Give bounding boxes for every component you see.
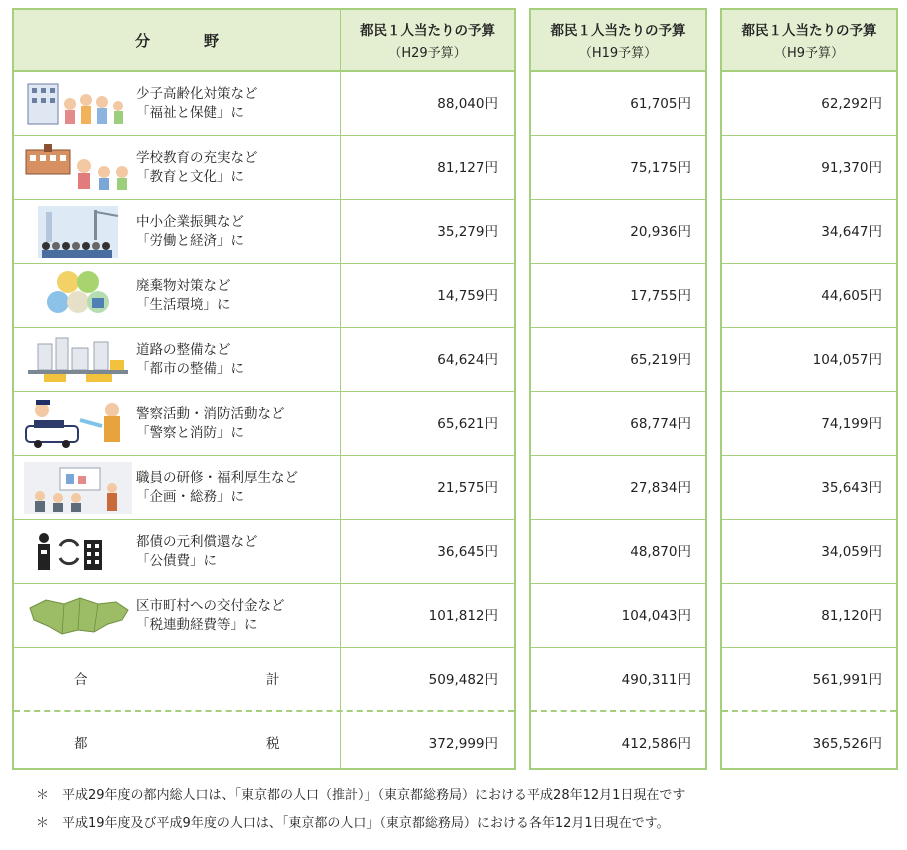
environment-icon [24,270,132,322]
category-label [136,277,231,315]
table-row [531,456,705,520]
footnote [36,810,685,838]
road-icon [24,334,132,386]
col-title: 都民１人当たりの予算 [360,23,495,39]
table-row [722,520,896,584]
category-line-1: 警察活動・消防活動など [136,406,285,422]
budget-value: 27,834円 [630,480,691,496]
col-subtitle: （H9予算） [773,46,845,61]
total-row [14,648,514,712]
total-row [531,648,705,712]
category-line-2: 「生活環境」に [136,297,231,313]
category-label [136,597,285,635]
budget-value: 62,292円 [821,96,882,112]
col-subtitle: （H29予算） [388,46,467,61]
col-title: 都民１人当たりの予算 [550,23,686,39]
industry-icon [24,206,132,258]
category-line-1: 中小企業振興など [136,214,244,230]
budget-value: 61,705円 [630,96,691,112]
budget-table-h9 [720,8,898,770]
budget-value: 48,870円 [630,544,691,560]
budget-value: 65,219円 [630,352,691,368]
total-label-a: 合 [74,672,88,688]
col-header-h19 [531,10,705,70]
table-row [14,328,514,392]
tax-row [722,712,896,776]
tax-label-b: 税 [266,736,280,752]
budget-value: 35,643円 [821,480,882,496]
budget-table-h19 [529,8,707,770]
footnote-text: 平成29年度の都内総人口は、「東京都の人口（推計）」（東京都総務局）における平成28年12月1日現在です [62,788,686,803]
budget-value: 64,624円 [437,352,498,368]
col-header-h9 [722,10,896,70]
category-line-1: 学校教育の充実など [136,150,258,166]
tax-row [14,712,514,776]
budget-value: 75,175円 [630,160,691,176]
category-line-2: 「福祉と保健」に [136,105,244,121]
table-row [14,264,514,328]
table-header [722,10,896,72]
budget-value: 104,043円 [621,608,691,624]
budget-value: 44,605円 [821,288,882,304]
category-line-2: 「公債費」に [136,553,217,569]
total-label-b: 計 [266,672,280,688]
table-row [14,520,514,584]
field-header-char-2: 野 [204,31,220,50]
table-row [14,72,514,136]
budget-value: 14,759円 [437,288,498,304]
table-row [14,392,514,456]
field-header [14,10,340,70]
budget-value: 17,755円 [630,288,691,304]
category-line-1: 廃棄物対策など [136,278,231,294]
budget-value: 88,040円 [437,96,498,112]
police-fire-icon [24,398,132,450]
budget-value: 101,812円 [428,608,498,624]
table-row [14,136,514,200]
table-row [722,136,896,200]
category-label [136,405,285,443]
category-label [136,469,298,507]
col-header-h29 [341,10,514,70]
category-line-2: 「労働と経済」に [136,233,244,249]
budget-value: 20,936円 [630,224,691,240]
table-row [722,584,896,648]
table-row [14,456,514,520]
col-subtitle: （H19予算） [578,46,658,61]
table-row [14,584,514,648]
tokyo-map-icon [24,590,132,642]
category-line-2: 「税連動経費等」に [136,617,258,633]
table-row [722,392,896,456]
school-icon [24,142,132,194]
category-line-1: 職員の研修・福利厚生など [136,470,298,486]
budget-table-h29 [12,8,516,770]
table-row [722,72,896,136]
footnotes [36,782,685,838]
field-header-char-1: 分 [134,31,150,50]
budget-value: 81,120円 [821,608,882,624]
budget-value: 561,991円 [812,672,882,688]
budget-value: 36,645円 [437,544,498,560]
table-row [531,584,705,648]
table-row [531,520,705,584]
table-header [531,10,705,72]
tax-row [531,712,705,776]
training-icon [24,462,132,514]
budget-value: 35,279円 [437,224,498,240]
table-row [722,200,896,264]
budget-value: 490,311円 [621,672,691,688]
category-line-1: 都債の元利償還など [136,534,258,550]
budget-value: 68,774円 [630,416,691,432]
category-line-2: 「都市の整備」に [136,361,244,377]
table-row [531,328,705,392]
budget-value: 74,199円 [821,416,882,432]
budget-value: 91,370円 [821,160,882,176]
footnote-text: 平成19年度及び平成9年度の人口は、「東京都の人口」（東京都総務局）における各年12月1日現在です。 [62,816,670,831]
category-line-2: 「企画・総務」に [136,489,244,505]
welfare-icon [24,78,132,130]
category-label [136,341,244,379]
table-row [531,136,705,200]
budget-value: 104,057円 [812,352,882,368]
budget-value: 34,059円 [821,544,882,560]
table-header [14,10,514,72]
table-row [14,200,514,264]
budget-value: 365,526円 [812,736,882,752]
category-label [136,149,258,187]
category-line-1: 道路の整備など [136,342,231,358]
budget-value: 412,586円 [621,736,691,752]
budget-value: 81,127円 [437,160,498,176]
table-row [531,264,705,328]
category-label [136,533,258,571]
table-row [722,264,896,328]
table-row [722,456,896,520]
budget-value: 65,621円 [437,416,498,432]
table-row [531,72,705,136]
footnote-mark: ＊ [36,816,50,831]
budget-value: 372,999円 [428,736,498,752]
bond-icon [24,526,132,578]
table-row [722,328,896,392]
table-row [531,200,705,264]
category-line-2: 「警察と消防」に [136,425,244,441]
budget-value: 21,575円 [437,480,498,496]
budget-value: 509,482円 [428,672,498,688]
category-line-2: 「教育と文化」に [136,169,244,185]
footnote [36,782,685,810]
col-title: 都民１人当たりの予算 [741,23,877,39]
footnote-mark: ＊ [36,788,50,803]
category-label [136,213,244,251]
category-line-1: 少子高齢化対策など [136,86,258,102]
tax-label-a: 都 [74,736,88,752]
total-row [722,648,896,712]
budget-value: 34,647円 [821,224,882,240]
category-label [136,85,258,123]
category-line-1: 区市町村への交付金など [136,598,285,614]
table-row [531,392,705,456]
